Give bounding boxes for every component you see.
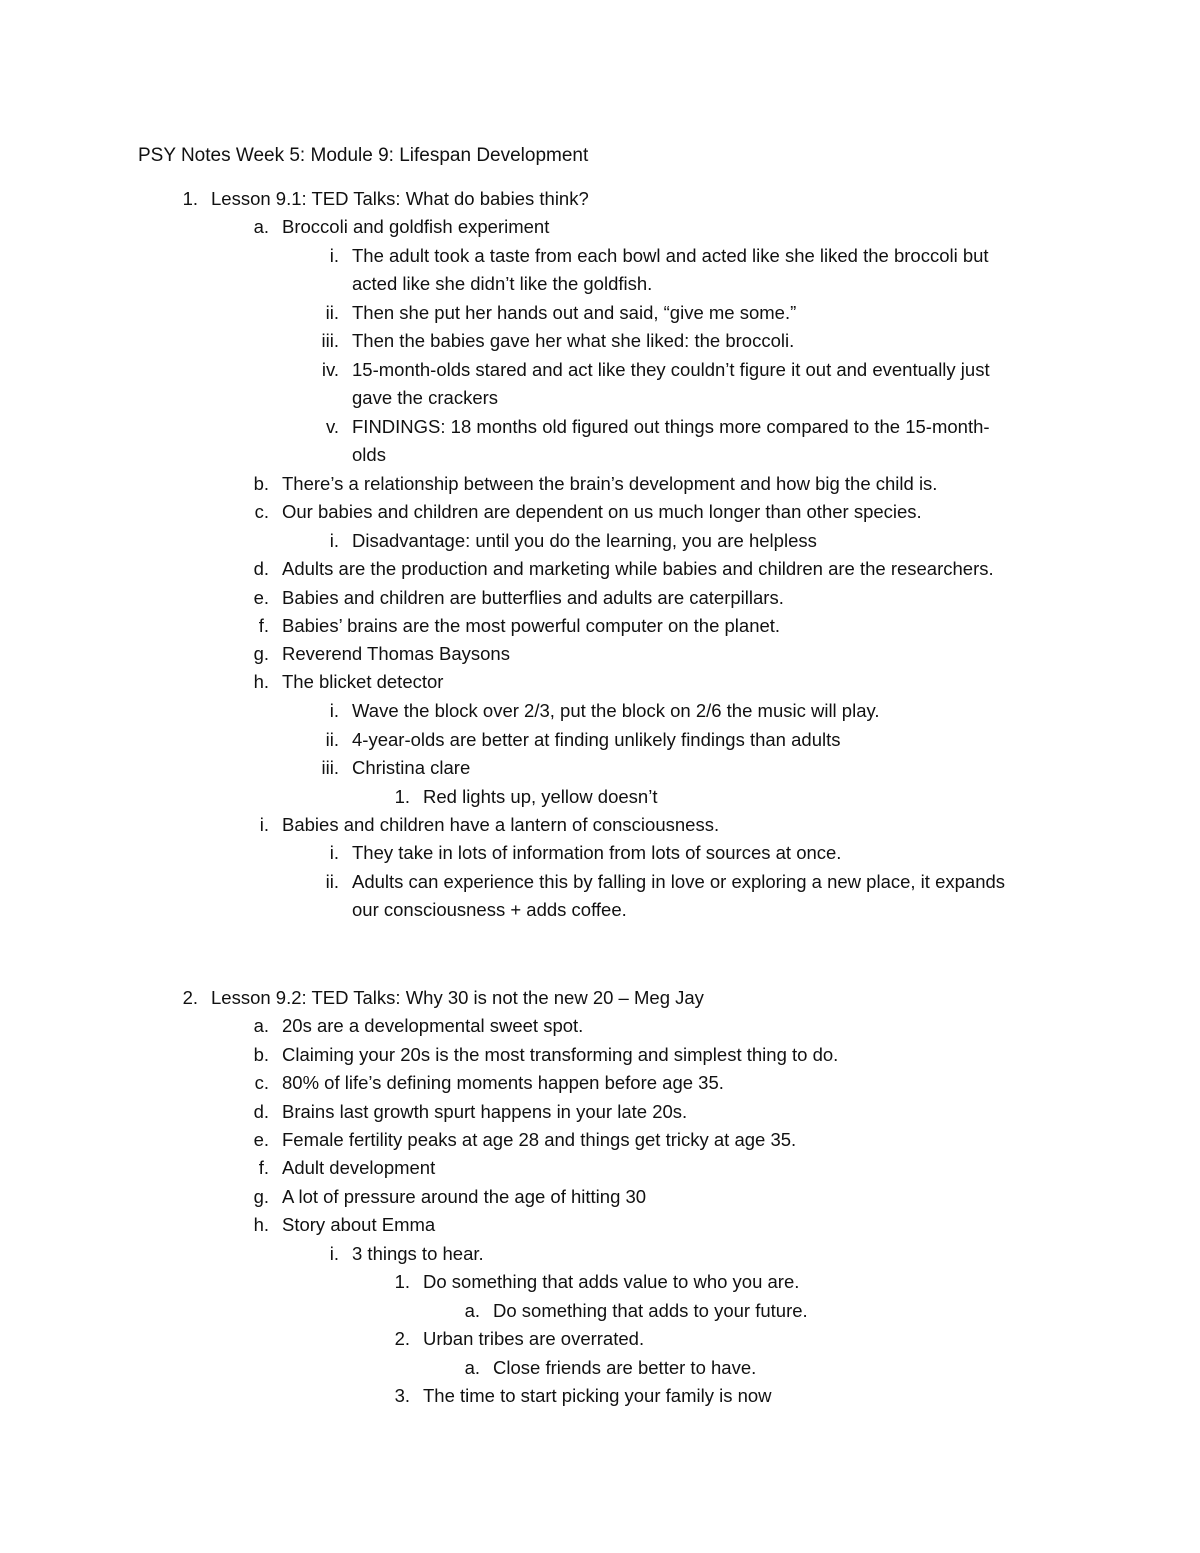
- list-item-text: Babies’ brains are the most powerful computer on the planet.: [282, 615, 781, 636]
- list-item-text: Do something that adds value to who you are.: [423, 1271, 800, 1292]
- page-title: PSY Notes Week 5: Module 9: Lifespan Development: [138, 145, 589, 166]
- list-item-marker: 1.: [394, 1271, 410, 1292]
- list-item-marker: ii.: [325, 729, 339, 750]
- list-item-text: Babies and children are butterflies and adults are caterpillars.: [282, 587, 784, 608]
- list-item-text: Do something that adds to your future.: [493, 1300, 808, 1321]
- list-item-marker: ii.: [325, 871, 339, 892]
- list-item-marker: e.: [253, 587, 269, 608]
- lesson-2-heading-marker: 2.: [182, 987, 198, 1008]
- lesson-1-heading-marker: 1.: [182, 188, 198, 209]
- list-item-text: olds: [352, 444, 386, 465]
- list-item-text: Adults are the production and marketing while babies and children are the researchers.: [282, 558, 994, 579]
- list-item-marker: v.: [325, 416, 339, 437]
- list-item-text: They take in lots of information from lots of sources at once.: [352, 842, 842, 863]
- list-item-text: Brains last growth spurt happens in your late 20s.: [282, 1101, 688, 1122]
- list-item-marker: ii.: [325, 302, 339, 323]
- list-item-marker: i.: [329, 530, 339, 551]
- list-item-text: 80% of life’s defining moments happen before age 35.: [282, 1072, 724, 1093]
- list-item-marker: a.: [464, 1300, 480, 1321]
- list-item-marker: iv.: [321, 359, 339, 380]
- list-item-text: 20s are a developmental sweet spot.: [282, 1015, 584, 1036]
- list-item-text: Then she put her hands out and said, “give me some.”: [352, 302, 797, 323]
- list-item-text: Adult development: [282, 1157, 436, 1178]
- list-item-text: 15-month-olds stared and act like they couldn’t figure it out and eventually just: [352, 359, 990, 380]
- list-item-marker: h.: [253, 1214, 269, 1235]
- list-item-text: The blicket detector: [282, 671, 444, 692]
- list-item-marker: a.: [253, 1015, 269, 1036]
- list-item-marker: a.: [253, 216, 269, 237]
- list-item-text: gave the crackers: [352, 387, 499, 408]
- list-item-marker: f.: [258, 1157, 269, 1178]
- list-item-marker: a.: [464, 1357, 480, 1378]
- list-item-text: Story about Emma: [282, 1214, 436, 1235]
- list-item-marker: i.: [259, 814, 269, 835]
- list-item-marker: i.: [329, 842, 339, 863]
- list-item-marker: f.: [258, 615, 269, 636]
- list-item-text: Close friends are better to have.: [493, 1357, 757, 1378]
- list-item-marker: b.: [253, 473, 269, 494]
- list-item-text: 3 things to hear.: [352, 1243, 484, 1264]
- list-item-text: The time to start picking your family is now: [423, 1385, 772, 1406]
- list-item-marker: c.: [254, 501, 269, 522]
- list-item-text: Claiming your 20s is the most transforming and simplest thing to do.: [282, 1044, 839, 1065]
- list-item-marker: 2.: [394, 1328, 410, 1349]
- list-item-text: Reverend Thomas Baysons: [282, 643, 510, 664]
- list-item-text: FINDINGS: 18 months old figured out things more compared to the 15-month-: [352, 416, 990, 437]
- list-item-marker: i.: [329, 700, 339, 721]
- list-item-text: acted like she didn’t like the goldfish.: [352, 273, 653, 294]
- list-item-text: Broccoli and goldfish experiment: [282, 216, 550, 237]
- list-item-text: Christina clare: [352, 757, 471, 778]
- list-item-text: Our babies and children are dependent on us much longer than other species.: [282, 501, 922, 522]
- list-item-marker: e.: [253, 1129, 269, 1150]
- list-item-text: Babies and children have a lantern of consciousness.: [282, 814, 720, 835]
- list-item-text: 4-year-olds are better at finding unlikely findings than adults: [352, 729, 841, 750]
- list-item-marker: iii.: [321, 757, 339, 778]
- list-item-text: our consciousness + adds coffee.: [352, 899, 627, 920]
- list-item-marker: 1.: [394, 786, 410, 807]
- list-item-marker: i.: [329, 245, 339, 266]
- list-item-marker: c.: [254, 1072, 269, 1093]
- list-item-marker: d.: [253, 558, 269, 579]
- list-item-marker: i.: [329, 1243, 339, 1264]
- list-item-text: Disadvantage: until you do the learning, you are helpless: [352, 530, 817, 551]
- list-item-marker: b.: [253, 1044, 269, 1065]
- list-item-marker: g.: [253, 643, 269, 664]
- list-item-text: Red lights up, yellow doesn’t: [423, 786, 658, 807]
- list-item-text: Wave the block over 2/3, put the block on 2/6 the music will play.: [352, 700, 880, 721]
- list-item-text: Adults can experience this by falling in love or exploring a new place, it expands: [352, 871, 1006, 892]
- lesson-1-heading-text: Lesson 9.1: TED Talks: What do babies think?: [211, 188, 589, 209]
- list-item-marker: 3.: [394, 1385, 410, 1406]
- list-item-text: Female fertility peaks at age 28 and things get tricky at age 35.: [282, 1129, 797, 1150]
- list-item-text: A lot of pressure around the age of hitting 30: [282, 1186, 647, 1207]
- lesson-2-heading-text: Lesson 9.2: TED Talks: Why 30 is not the new 20 – Meg Jay: [211, 987, 704, 1008]
- list-item-marker: iii.: [321, 330, 339, 351]
- list-item-text: The adult took a taste from each bowl and acted like she liked the broccoli but: [352, 245, 989, 266]
- list-item-text: Urban tribes are overrated.: [423, 1328, 645, 1349]
- list-item-marker: h.: [253, 671, 269, 692]
- list-item-text: There’s a relationship between the brain’s development and how big the child is.: [282, 473, 938, 494]
- list-item-marker: d.: [253, 1101, 269, 1122]
- list-item-marker: g.: [253, 1186, 269, 1207]
- list-item-text: Then the babies gave her what she liked: the broccoli.: [352, 330, 795, 351]
